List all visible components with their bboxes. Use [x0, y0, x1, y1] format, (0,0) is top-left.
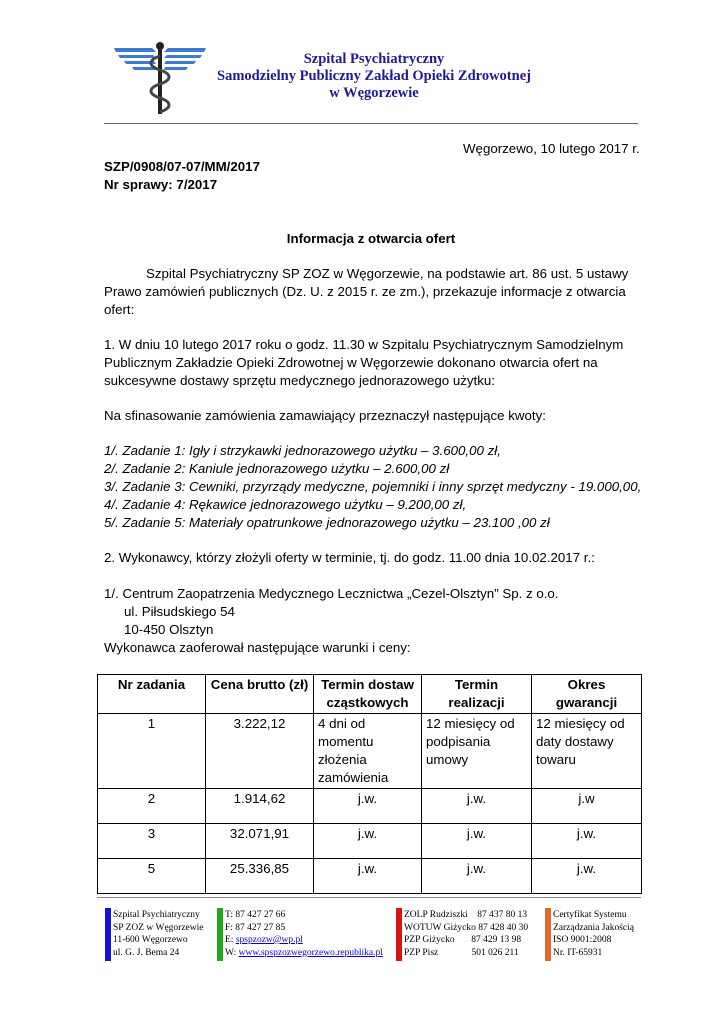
cell-warranty: j.w.: [532, 859, 642, 894]
document-title: Informacja z otwarcia ofert: [286, 231, 456, 246]
cell-warranty: 12 miesięcy od daty dostawy towaru: [532, 714, 642, 789]
cell-warranty: j.w.: [532, 824, 642, 859]
footer-cert-line: Nr. IT-65931: [553, 947, 603, 958]
footer-units: [404, 909, 528, 959]
footer-unit-line: PZP Giżycko 87 429 13 98: [404, 935, 522, 945]
footer-divider: [97, 897, 641, 898]
cell-warranty: j.w: [532, 789, 642, 824]
footer-unit-line: PZP Pisz 501 026 211: [404, 947, 519, 958]
footer-bar-green: [217, 908, 223, 961]
table-row: [98, 824, 642, 859]
reference-number: SZP/0908/07-07/MM/2017: [104, 159, 260, 174]
org-name-line3: w Węgorzewie: [329, 85, 419, 101]
cell-price: 32.071,91: [206, 824, 314, 859]
intro-line-2: Prawo zamówień publicznych (Dz. U. z 2015 r. ze zm.), przekazuje informacje z otwarcia: [104, 284, 626, 299]
footer-unit-line: ZOLP Rudziszki 87 437 80 13: [404, 910, 528, 920]
place-date: Węgorzewo, 10 lutego 2017 r.: [463, 141, 640, 156]
task-item: 2/. Zadanie 2: Kaniule jednorazowego użytku – 2.600,00 zł: [104, 461, 450, 476]
footer-cert-line: Zarządzania Jakością: [553, 922, 634, 933]
footer-fax: F: 87 427 27 85: [225, 922, 286, 933]
footer-www-row: [225, 947, 383, 960]
header-gross-price: Cena brutto (zł): [206, 675, 314, 714]
org-name-line1: Szpital Psychiatryczny: [303, 51, 445, 67]
cell-delivery: 4 dni od momentu złożenia zamówienia: [314, 714, 422, 789]
bidder-city: 10-450 Olsztyn: [124, 622, 214, 637]
footer-unit-line: WOTUW Giżycko 87 428 40 30: [404, 922, 529, 933]
footer-address-line: 11-600 Węgorzewo: [113, 935, 188, 945]
bidder-street: ul. Piłsudskiego 54: [124, 604, 235, 619]
cell-delivery: j.w.: [314, 789, 422, 824]
footer-www-link[interactable]: www.spspzozwegorzewo.republika.pl: [238, 947, 383, 958]
footer-bar-blue: [105, 908, 111, 961]
footer-bar-orange: [545, 908, 551, 961]
cell-task-no: 5: [98, 859, 206, 894]
header-completion-term: Termin realizacji: [422, 675, 532, 714]
header-task-no: Nr zadania: [98, 675, 206, 714]
footer-email-row: [225, 934, 383, 947]
table-row: [98, 859, 642, 894]
footer-certificate: [553, 909, 634, 959]
funding-statement: Na sfinasowanie zamówienia zamawiający przeznaczył następujące kwoty:: [104, 408, 546, 423]
intro-line-3: ofert:: [104, 302, 135, 317]
cell-completion: j.w.: [422, 859, 532, 894]
footer-bar-red: [396, 908, 402, 961]
org-name-line2: Samodzielny Publiczny Zakład Opieki Zdrowotnej: [217, 68, 531, 84]
footer-email-label: E:: [225, 935, 234, 945]
section1-line-1: 1. W dniu 10 lutego 2017 roku o godz. 11.30 w Szpitalu Psychiatrycznym Samodzielnym: [104, 337, 624, 352]
case-number: Nr sprawy: 7/2017: [104, 177, 218, 192]
section2-heading: 2. Wykonawcy, którzy złożyli oferty w terminie, tj. do godz. 11.00 dnia 10.02.2017 r.:: [104, 550, 595, 565]
table-row: [98, 789, 642, 824]
cell-price: 3.222,12: [206, 714, 314, 789]
section1-line-3: sukcesywne dostawy sprzętu medycznego jednorazowego użytku:: [104, 373, 495, 388]
hospital-logo: [112, 42, 208, 116]
footer-address-line: SP ZOZ w Węgorzewie: [113, 922, 204, 933]
section1-line-2: Publicznym Zakładzie Opieki Zdrowotnej w Węgorzewie dokonano otwarcia ofert na: [104, 355, 598, 370]
task-item: 4/. Zadanie 4: Rękawice jednorazowego użytku – 9.200,00 zł,: [104, 497, 467, 512]
cell-completion: 12 miesięcy od podpisania umowy: [422, 714, 532, 789]
footer-contact: [225, 909, 383, 959]
footer-phone: T: 87 427 27 66: [225, 910, 286, 920]
footer-cert-line: Certyfikat Systemu: [553, 910, 627, 920]
cell-completion: j.w.: [422, 789, 532, 824]
task-item: 3/. Zadanie 3: Cewniki, przyrządy medyczne, pojemniki i inny sprzęt medyczny - 19.000,00,: [104, 479, 642, 494]
task-item: 1/. Zadanie 1: Igły i strzykawki jednorazowego użytku – 3.600,00 zł,: [104, 443, 501, 458]
task-item: 5/. Zadanie 5: Materiały opatrunkowe jednorazowego użytku – 23.100 ,00 zł: [104, 515, 550, 530]
offers-table: [97, 674, 642, 894]
cell-delivery: j.w.: [314, 859, 422, 894]
header-warranty: Okres gwarancji: [532, 675, 642, 714]
bidder-offer-intro: Wykonawca zaoferował następujące warunki i ceny:: [104, 640, 411, 655]
intro-line-1: Szpital Psychiatryczny SP ZOZ w Węgorzewie, na podstawie art. 86 ust. 5 ustawy: [146, 266, 629, 281]
cell-delivery: j.w.: [314, 824, 422, 859]
footer-address-line: ul. G. J. Bema 24: [113, 947, 180, 958]
cell-task-no: 1: [98, 714, 206, 789]
cell-task-no: 3: [98, 824, 206, 859]
table-header-row: [98, 675, 642, 714]
cell-price: 1.914,62: [206, 789, 314, 824]
footer-address-line: Szpital Psychiatryczny: [113, 910, 200, 920]
header-divider: [104, 123, 638, 124]
header-partial-delivery: Termin dostaw cząstkowych: [314, 675, 422, 714]
footer-email-link[interactable]: spspzozw@wp.pl: [235, 935, 303, 945]
footer-www-label: W:: [225, 947, 237, 958]
table-row: [98, 714, 642, 789]
cell-task-no: 2: [98, 789, 206, 824]
bidder-name: 1/. Centrum Zaopatrzenia Medycznego Lecznictwa „Cezel-Olsztyn” Sp. z o.o.: [104, 586, 559, 601]
footer-cert-line: ISO 9001:2008: [553, 935, 612, 945]
cell-price: 25.336,85: [206, 859, 314, 894]
cell-completion: j.w.: [422, 824, 532, 859]
footer-address: [113, 909, 204, 959]
